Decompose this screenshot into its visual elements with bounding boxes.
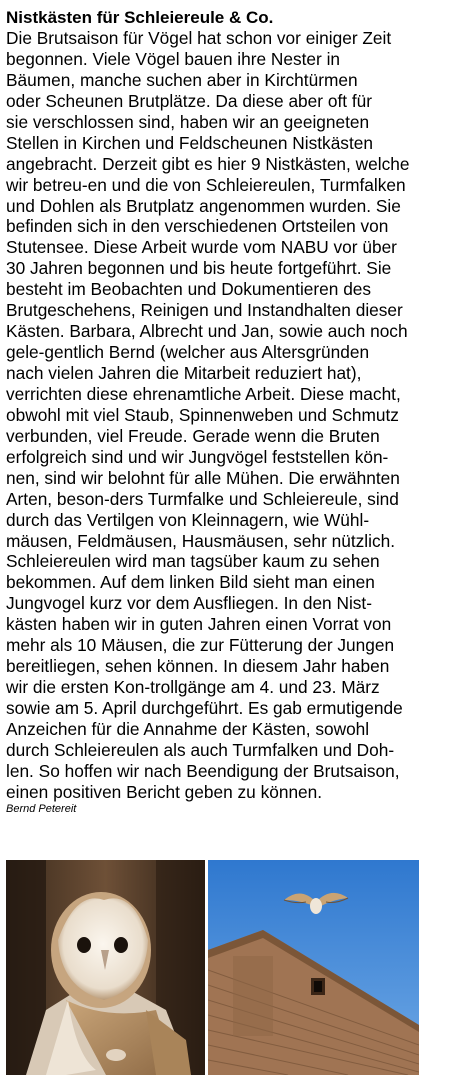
article-body-line: bekommen. Auf dem linken Bild sieht man einen xyxy=(6,572,375,593)
article-body-line: 30 Jahren begonnen und bis heute fortgeführt. Sie xyxy=(6,258,392,279)
flying-owl-over-brick-barn-photo xyxy=(208,860,419,1075)
article-body-line: bereitliegen, sehen können. In diesem Jahr haben xyxy=(6,656,390,677)
article-body-line: kästen haben wir in guten Jahren einen Vorrat von xyxy=(6,614,392,635)
photo-row xyxy=(6,860,417,1075)
article-body-line: angebracht. Derzeit gibt es hier 9 Nistkästen, welche xyxy=(6,153,410,174)
article-body-line: nen, sind wir belohnt für alle Mühen. Die erwähnten xyxy=(6,467,400,488)
article-body-line: befinden sich in den verschiedenen Ortsteilen von xyxy=(6,216,389,237)
article-body-line: besteht im Beobachten und Dokumentieren des xyxy=(6,279,372,300)
young-barn-owl-photo xyxy=(6,860,205,1075)
article-body-line: wir betreu-en und die von Schleiereulen, Turmfalken xyxy=(6,174,406,195)
article-title: Nistkästen für Schleiereule & Co. xyxy=(6,8,274,27)
article-body-line: Schleiereulen wird man tagsüber kaum zu sehen xyxy=(6,551,380,572)
article-body-line: Jungvogel kurz vor dem Ausfliegen. In den Nist- xyxy=(6,593,372,614)
article-body-line: Arten, beson-ders Turmfalke und Schleiereule, sind xyxy=(6,488,399,509)
article-author: Bernd Petereit xyxy=(6,802,77,815)
article-body-line: sie verschlossen sind, haben wir an geeigneten xyxy=(6,111,370,132)
article-body-line: mäusen, Feldmäusen, Hausmäusen, sehr nützlich. xyxy=(6,530,396,551)
article-body-line: len. So hoffen wir nach Beendigung der Brutsaison, xyxy=(6,760,400,781)
article-body-line: mehr als 10 Mäusen, die zur Fütterung der Jungen xyxy=(6,635,395,656)
article-body-line: obwohl mit viel Staub, Spinnenweben und Schmutz xyxy=(6,404,399,425)
article-body-line: sowie am 5. April durchgeführt. Es gab ermutigende xyxy=(6,698,403,718)
article-body-line: oder Scheunen Brutplätze. Da diese aber oft für xyxy=(6,90,373,111)
article-body xyxy=(6,28,458,803)
article-body-line: verrichten diese ehrenamtliche Arbeit. Diese macht, xyxy=(6,383,401,404)
article-body-line: Stutensee. Diese Arbeit wurde vom NABU vor über xyxy=(6,237,397,258)
article-body-line: Kästen. Barbara, Albrecht und Jan, sowie auch noch xyxy=(6,321,408,342)
article-body-line: Anzeichen für die Annahme der Kästen, sowohl xyxy=(6,718,370,739)
article-body-line: durch Schleiereulen als auch Turmfalken und Doh- xyxy=(6,739,395,760)
article-body-line: wir die ersten Kon-trollgänge am 4. und 23. März xyxy=(6,677,380,698)
article-body-line: erfolgreich sind und wir Jungvögel feststellen kön- xyxy=(6,446,389,467)
article-body-line: durch das Vertilgen von Kleinnagern, wie Wühl- xyxy=(6,509,370,530)
article-body-line: Die Brutsaison für Vögel hat schon vor einiger Zeit xyxy=(6,28,392,48)
article xyxy=(6,8,458,816)
article-body-line: Stellen in Kirchen und Feldscheunen Nistkästen xyxy=(6,132,373,153)
article-body-line: verbunden, viel Freude. Gerade wenn die Bruten xyxy=(6,425,380,446)
article-body-line: nach vielen Jahren die Mitarbeit reduziert hat), xyxy=(6,363,362,383)
article-body-line: und Dohlen als Brutplatz angenommen wurden. Sie xyxy=(6,195,401,216)
article-body-line: gele-gentlich Bernd (welcher aus Altersgründen xyxy=(6,342,370,363)
article-body-line: Bäumen, manche suchen aber in Kirchtürmen xyxy=(6,69,358,90)
article-body-line: einen positiven Bericht geben zu können. xyxy=(6,781,323,802)
article-body-line: Brutgeschehens, Reinigen und Instandhalten dieser xyxy=(6,300,403,321)
article-body-line: begonnen. Viele Vögel bauen ihre Nester in xyxy=(6,48,341,69)
